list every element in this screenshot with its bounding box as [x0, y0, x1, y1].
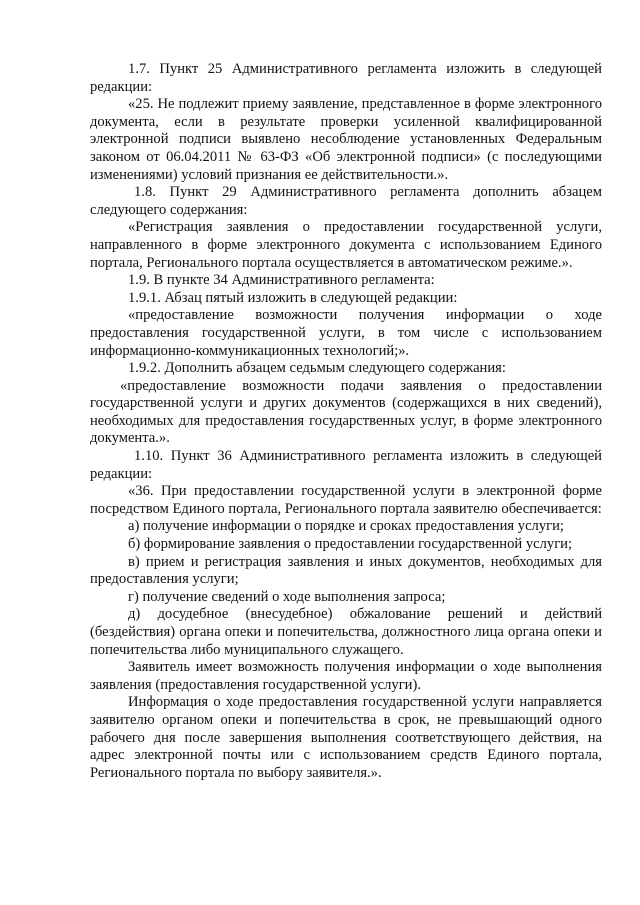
paragraph-registration: «Регистрация заявления о предоставлении государственной услуги, направленного в форме электронного документа с использованием Единого портала, Регионального портала осуществляется в автоматическом режиме.».	[90, 219, 602, 271]
document-body	[90, 61, 602, 782]
list-item-b: б) формирование заявления о предоставлении государственной услуги;	[128, 536, 573, 553]
list-item-d: д) досудебное (внесудебное) обжалование решений и действий (бездействия) органа опеки и попечительства, должностного лица органа опеки и попечительства либо муниципального служащего.	[90, 606, 602, 658]
list-item-a: а) получение информации о порядке и сроках предоставления услуги;	[128, 518, 564, 535]
paragraph-1-9: 1.9. В пункте 34 Административного регламента:	[128, 272, 435, 289]
paragraph-1-10: 1.10. Пункт 36 Административного регламента изложить в следующей редакции:	[90, 448, 602, 482]
paragraph-info-provision: «предоставление возможности получения информации о ходе предоставления государственной услуги, в том числе с использованием информационно-коммуникационных технологий;».	[90, 307, 602, 359]
paragraph-1-9-2: 1.9.2. Дополнить абзацем седьмым следующего содержания:	[128, 360, 506, 377]
paragraph-1-9-1: 1.9.1. Абзац пятый изложить в следующей редакции:	[128, 289, 458, 306]
paragraph-info-delivery: Информация о ходе предоставления государственной услуги направляется заявителю органом опеки и попечительства в срок, не превышающий одного рабочего дня после завершения выполнения соответствующего действия, на адрес электронной почты или с использованием средств Единого портала, Регионального портала по выбору заявителя.».	[90, 694, 602, 781]
paragraph-1-8: 1.8. Пункт 29 Административного регламента дополнить абзацем следующего содержания:	[90, 184, 602, 218]
paragraph-item-25: «25. Не подлежит приему заявление, представленное в форме электронного документа, если в результате проверки усиленной квалифицированной электронной подписи выявлено несоблюдение установленных Федеральным законом от 06.04.2011 № 63-ФЗ «Об электронной подписи» (с последующими изменениями) условий признания ее действительности.».	[90, 96, 602, 183]
paragraph-application-provision: «предоставление возможности подачи заявления о предоставлении государственной услуги и других документов (содержащихся в них сведений), необходимых для предоставления государственных услуг, в форме электронного документа.».	[90, 377, 602, 447]
paragraph-1-7: 1.7. Пункт 25 Административного регламента изложить в следующей редакции:	[90, 61, 602, 95]
paragraph-applicant-info: Заявитель имеет возможность получения информации о ходе выполнения заявления (предоставления государственной услуги).	[90, 659, 602, 693]
list-item-v: в) прием и регистрация заявления и иных документов, необходимых для предоставления услуги;	[90, 553, 602, 588]
list-item-g: г) получение сведений о ходе выполнения запроса;	[128, 588, 446, 605]
paragraph-item-36: «36. При предоставлении государственной услуги в электронной форме посредством Единого портала, Регионального портала заявителю обеспечивается:	[90, 483, 602, 517]
